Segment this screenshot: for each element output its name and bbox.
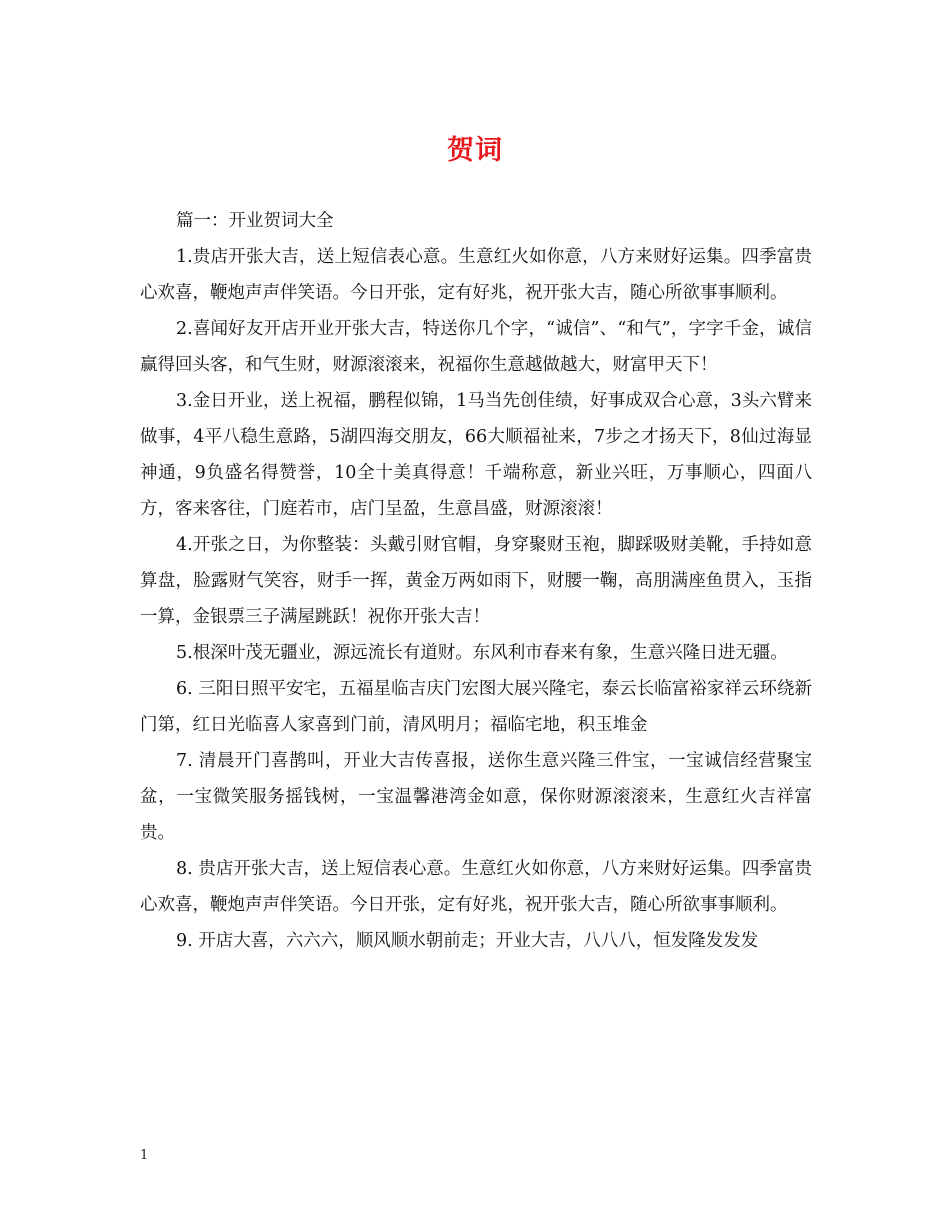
page-title: 贺词 (447, 135, 503, 166)
paragraph-2: 2.喜闻好友开店开业开张大吉，特送你几个字，“诚信”、“和气”，字字千金，诚信赢得回头客，和气生财，财源滚滚来，祝福你生意越做越大，财富甲天下！ (140, 319, 812, 375)
paragraph-1: 1.贵店开张大吉，送上短信表心意。生意红火如你意，八方来财好运集。四季富贵心欢喜，鞭炮声声伴笑语。今日开张，定有好兆，祝开张大吉，随心所欲事事顺利。 (140, 247, 812, 303)
paragraph-4: 4.开张之日，为你整装：头戴引财官帽，身穿聚财玉袍，脚踩吸财美靴，手持如意算盘，脸露财气笑容，财手一挥，黄金万两如雨下，财腰一鞠，高朋满座鱼贯入，玉指一算，金银票三子满屋跳跃！祝你开张大吉！ (140, 535, 812, 627)
page-number: 1 (140, 1148, 149, 1163)
paragraph-8: 8. 贵店开张大吉，送上短信表心意。生意红火如你意，八方来财好运集。四季富贵心欢喜，鞭炮声声伴笑语。今日开张，定有好兆，祝开张大吉，随心所欲事事顺利。 (140, 859, 812, 915)
paragraph-7: 7. 清晨开门喜鹊叫，开业大吉传喜报，送你生意兴隆三件宝，一宝诚信经营聚宝盆，一宝微笑服务摇钱树，一宝温馨港湾金如意，保你财源滚滚来，生意红火吉祥富贵。 (140, 751, 812, 843)
document-body (140, 203, 812, 959)
paragraph-5: 5.根深叶茂无疆业，源远流长有道财。东风利市春来有象，生意兴隆日进无疆。 (176, 643, 788, 663)
section-heading: 篇一：开业贺词大全 (176, 211, 334, 231)
paragraph-3: 3.金日开业，送上祝福，鹏程似锦，1马当先创佳绩，好事成双合心意，3头六臂来做事，4平八稳生意路，5湖四海交朋友，66大顺福祉来，7步之才扬天下，8仙过海显神通，9负盛名得赞誉，10全十美真得意！千端称意，新业兴旺，万事顺心，四面八方，客来客往，门庭若市，店门呈盈，生意昌盛，财源滚滚！ (140, 391, 812, 519)
paragraph-6: 6. 三阳日照平安宅，五福星临吉庆门宏图大展兴隆宅，泰云长临富裕家祥云环绕新门第，红日光临喜人家喜到门前，清风明月；福临宅地，积玉堆金 (140, 679, 812, 735)
paragraph-9: 9. 开店大喜，六六六，顺风顺水朝前走；开业大吉，八八八，恒发隆发发发 (176, 931, 759, 951)
